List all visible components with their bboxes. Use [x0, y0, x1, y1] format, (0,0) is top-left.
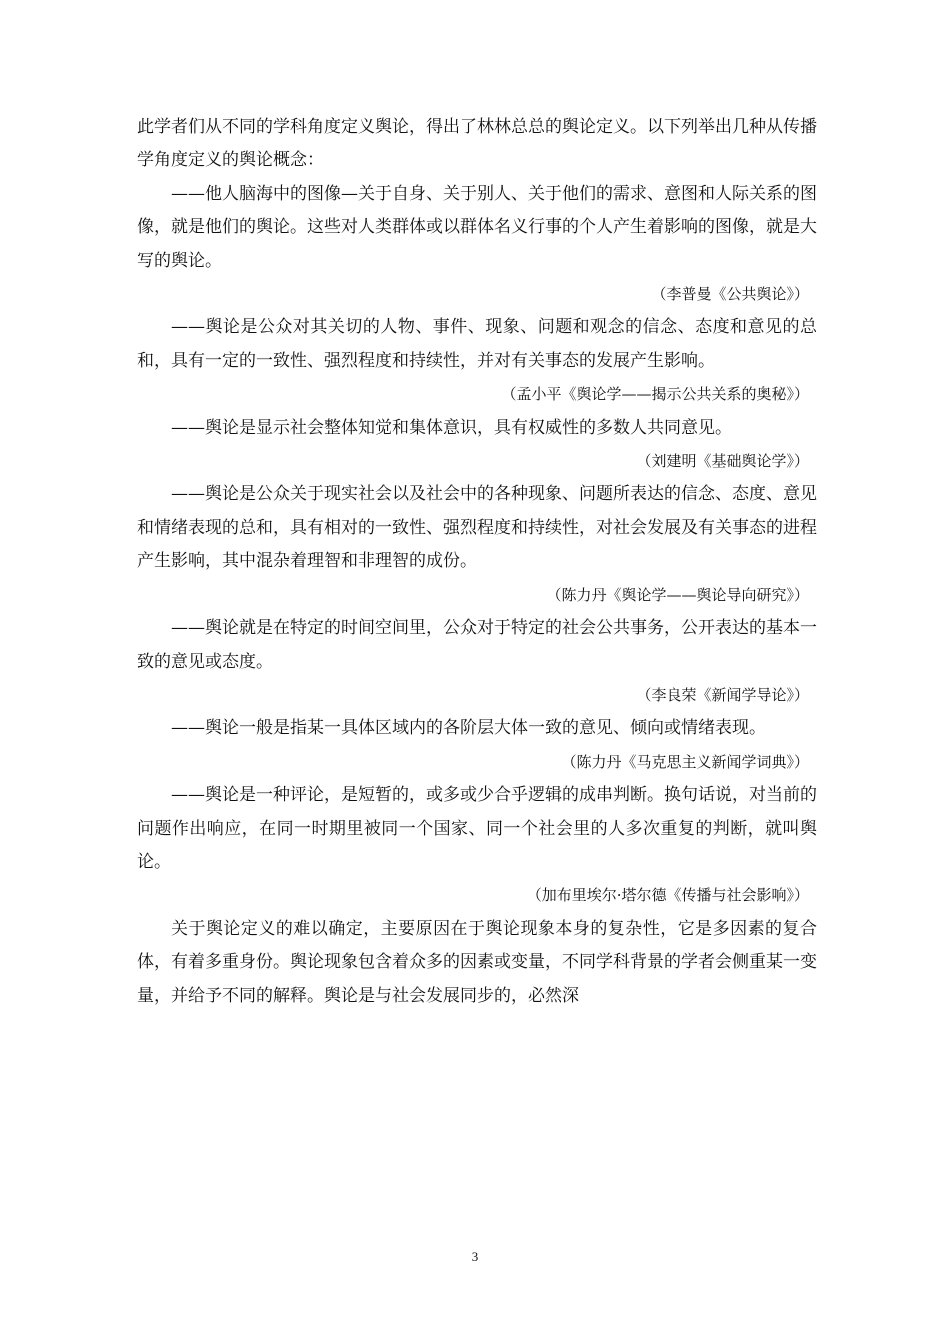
page-number: 3 [471, 1249, 479, 1264]
definition-chen-2: ——舆论一般是指某一具体区域内的各阶层大体一致的意见、倾向或情绪表现。 [171, 718, 766, 739]
citation-liu: （刘建明《基础舆论学》） [636, 452, 809, 471]
definition-liu: ——舆论是显示社会整体知觉和集体意识，具有权威性的多数人共同意见。 [171, 417, 732, 438]
citation-li: （李良荣《新闻学导论》） [636, 685, 809, 704]
definition-tarde: ——舆论是一种评论，是短暂的，或多或少合乎逻辑的成串判断。换句话说，对当前的问题作出响应，在同一时期里被同一个国家、同一个社会里的人多次重复的判断，就叫舆论。 [137, 785, 817, 872]
paragraph-conclusion: 关于舆论定义的难以确定，主要原因在于舆论现象本身的复杂性，它是多因素的复合体，有着多重身份。舆论现象包含着众多的因素或变量，不同学科背景的学者会侧重某一变量，并给予不同的解释。舆论是与社会发展同步的，必然深 [137, 918, 817, 1006]
citation-tarde: （加布里埃尔·塔尔德《传播与社会影响》） [526, 886, 809, 905]
definition-li: ——舆论就是在特定的时间空间里，公众对于特定的社会公共事务，公开表达的基本一致的意见或态度。 [137, 618, 817, 672]
paragraph-intro: 此学者们从不同的学科角度定义舆论，得出了林林总总的舆论定义。以下列举出几种从传播学角度定义的舆论概念： [137, 117, 817, 171]
citation-chen-2: （陈力丹《马克思主义新闻学词典》） [561, 752, 809, 771]
page-body [137, 111, 817, 1013]
definition-meng: ——舆论是公众对其关切的人物、事件、现象、问题和观念的信念、态度和意见的总和，具有一定的一致性、强烈程度和持续性，并对有关事态的发展产生影响。 [137, 317, 817, 371]
citation-chen-1: （陈力丹《舆论学——舆论导向研究》） [546, 585, 809, 604]
citation-meng: （孟小平《舆论学——揭示公共关系的奥秘》） [501, 385, 809, 404]
definition-lippmann: ——他人脑海中的图像—关于自身、关于别人、关于他们的需求、意图和人际关系的图像，就是他们的舆论。这些对人类群体或以群体名义行事的个人产生着影响的图像，就是大写的舆论。 [137, 183, 817, 271]
definition-chen-1: ——舆论是公众关于现实社会以及社会中的各种现象、问题所表达的信念、态度、意见和情绪表现的总和，具有相对的一致性、强烈程度和持续性，对社会发展及有关事态的进程产生影响，其中混杂着理智和非理智的成份。 [137, 484, 817, 572]
citation-lippmann: （李普曼《公共舆论》） [651, 285, 809, 304]
